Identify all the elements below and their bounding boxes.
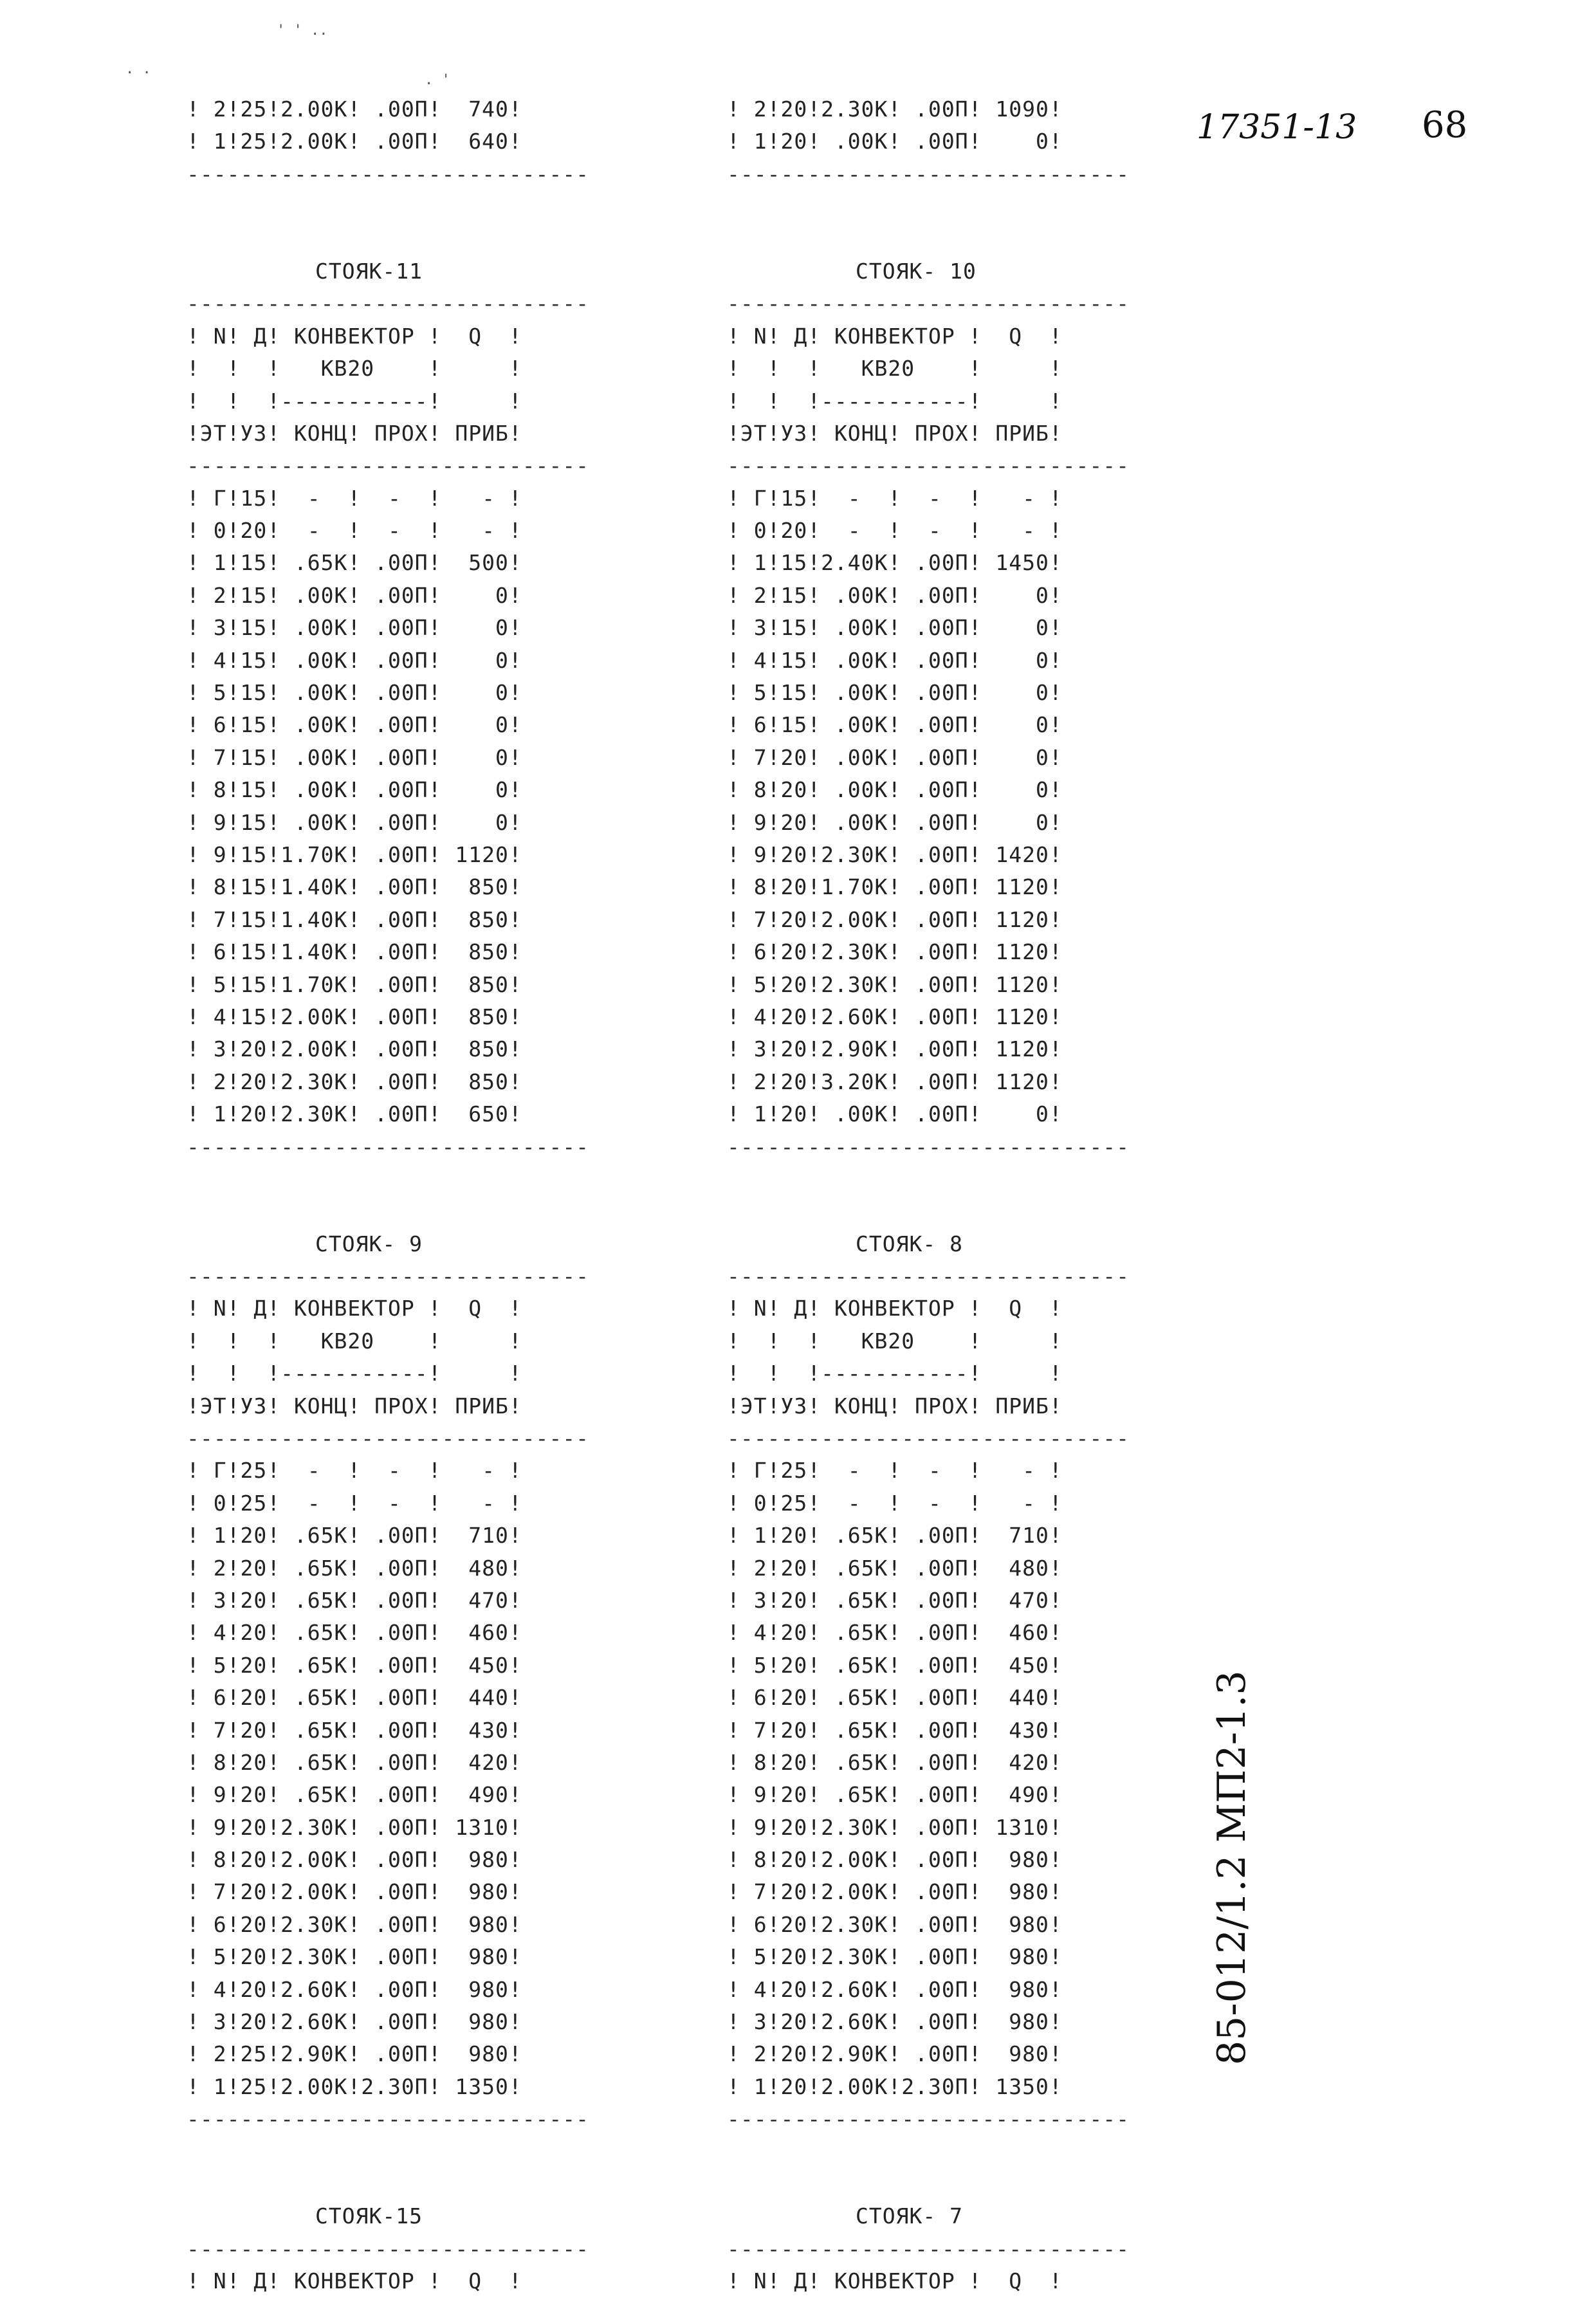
table-row: ! 9!20! .65К! .00П! 490! bbox=[727, 1782, 1063, 1808]
separator-line: ------------------------------ bbox=[187, 291, 590, 317]
table-row: ! 7!20! .65К! .00П! 430! bbox=[187, 1717, 522, 1743]
spacer bbox=[187, 2168, 589, 2200]
table-row: ! 1!20!2.00К!2.30П! 1350! bbox=[727, 2073, 1063, 2099]
table-row: ! 8!15!1.40К! .00П! 850! bbox=[187, 874, 522, 900]
table-row: ! 3!15! .00К! .00П! 0! bbox=[187, 615, 522, 641]
table-row: ! 1!20! .65К! .00П! 710! bbox=[187, 1523, 522, 1549]
table-header-row: !ЭТ!УЗ! КОНЦ! ПРОХ! ПРИБ! bbox=[727, 420, 1063, 446]
separator-line: ------------------------------ bbox=[727, 453, 1130, 479]
table-row: ! 5!15!1.70К! .00П! 850! bbox=[187, 971, 522, 997]
table-row: ! 2!20! .65К! .00П! 480! bbox=[727, 1555, 1063, 1581]
table-row: ! 8!20!1.70К! .00П! 1120! bbox=[727, 874, 1063, 900]
table-header-row: ! ! !-----------! ! bbox=[187, 388, 522, 414]
table-row: ! 7!15! .00К! .00П! 0! bbox=[187, 744, 522, 770]
table-row: ! 1!20! .00К! .00П! 0! bbox=[727, 1101, 1063, 1127]
table-row: ! 3!20!2.60К! .00П! 980! bbox=[187, 2009, 522, 2035]
document-code: 17351-13 bbox=[1197, 108, 1357, 147]
table-row: ! 1!20! .65К! .00П! 710! bbox=[727, 1523, 1063, 1549]
table-row: ! 2!20!2.30К! .00П! 1090! bbox=[727, 97, 1063, 122]
separator-line: ------------------------------ bbox=[187, 453, 590, 479]
table-row: ! 9!20!2.30К! .00П! 1310! bbox=[187, 1814, 522, 1840]
table-row: ! 0!20! - ! - ! - ! bbox=[727, 518, 1063, 544]
table-row: ! 5!20! .65К! .00П! 450! bbox=[727, 1652, 1063, 1678]
right-printout-column bbox=[727, 93, 1130, 2298]
separator-line: ------------------------------ bbox=[727, 161, 1130, 187]
table-row: ! 8!20!2.00К! .00П! 980! bbox=[187, 1847, 522, 1873]
table-row: ! 3!20!2.00К! .00П! 850! bbox=[187, 1036, 522, 1062]
table-header-row: ! N! Д! КОНВЕКТОР ! Q ! bbox=[727, 323, 1063, 349]
table-row: ! 1!25!2.00К!2.30П! 1350! bbox=[187, 2073, 522, 2099]
table-header-row: ! ! !-----------! ! bbox=[727, 388, 1063, 414]
table-row: ! 9!20! .00К! .00П! 0! bbox=[727, 809, 1063, 835]
separator-line: ------------------------------ bbox=[187, 2236, 590, 2261]
spacer bbox=[187, 2136, 589, 2168]
table-row: ! 7!20! .00К! .00П! 0! bbox=[727, 744, 1063, 770]
table-row: ! 4!20!2.60К! .00П! 1120! bbox=[727, 1004, 1063, 1029]
table-row: ! 9!20!2.30К! .00П! 1310! bbox=[727, 1814, 1063, 1840]
page-number: 68 bbox=[1422, 104, 1468, 146]
scan-noise: . ' bbox=[425, 72, 450, 88]
table-row: ! 2!25!2.00К! .00П! 740! bbox=[187, 97, 522, 122]
table-row: ! 2!15! .00К! .00П! 0! bbox=[187, 582, 522, 608]
table-row: ! 4!15! .00К! .00П! 0! bbox=[187, 647, 522, 673]
table-row: ! 2!20!3.20К! .00П! 1120! bbox=[727, 1069, 1063, 1094]
table-row: ! 6!15! .00К! .00П! 0! bbox=[187, 712, 522, 738]
table-row: ! 4!15! .00К! .00П! 0! bbox=[727, 647, 1063, 673]
table-header-row: ! ! !-----------! ! bbox=[187, 1361, 522, 1386]
riser-title: СТОЯК- 7 bbox=[856, 2203, 963, 2229]
table-row: ! 3!20! .65К! .00П! 470! bbox=[727, 1587, 1063, 1613]
spacer bbox=[187, 1195, 589, 1227]
table-row: ! 4!15!2.00К! .00П! 850! bbox=[187, 1004, 522, 1029]
table-header-row: ! N! Д! КОНВЕКТОР ! Q ! bbox=[187, 2268, 522, 2294]
spacer bbox=[187, 190, 589, 223]
table-row: ! 4!20! .65К! .00П! 460! bbox=[727, 1620, 1063, 1646]
table-header-row: !ЭТ!УЗ! КОНЦ! ПРОХ! ПРИБ! bbox=[727, 1393, 1063, 1419]
table-row: ! 8!20! .65К! .00П! 420! bbox=[727, 1749, 1063, 1775]
table-row: ! 1!25!2.00К! .00П! 640! bbox=[187, 129, 522, 154]
spacer bbox=[187, 223, 589, 255]
table-header-row: ! N! Д! КОНВЕКТОР ! Q ! bbox=[187, 1296, 522, 1321]
table-row: ! 3!15! .00К! .00П! 0! bbox=[727, 615, 1063, 641]
table-row: ! 9!15! .00К! .00П! 0! bbox=[187, 809, 522, 835]
table-row: ! 6!20!2.30К! .00П! 980! bbox=[187, 1911, 522, 1937]
table-row: ! 9!20!2.30К! .00П! 1420! bbox=[727, 841, 1063, 867]
table-row: ! 7!15!1.40К! .00П! 850! bbox=[187, 906, 522, 932]
table-row: ! 0!25! - ! - ! - ! bbox=[727, 1490, 1063, 1516]
table-row: ! 0!20! - ! - ! - ! bbox=[187, 518, 522, 544]
spacer bbox=[187, 1163, 589, 1195]
table-row: ! 6!15!1.40К! .00П! 850! bbox=[187, 939, 522, 965]
table-row: ! 6!20! .65К! .00П! 440! bbox=[187, 1685, 522, 1711]
table-row: ! 1!20! .00К! .00П! 0! bbox=[727, 129, 1063, 154]
table-row: ! 5!20!2.30К! .00П! 980! bbox=[187, 1944, 522, 1970]
table-row: ! 8!20! .00К! .00П! 0! bbox=[727, 777, 1063, 803]
table-row: ! 3!20! .65К! .00П! 470! bbox=[187, 1587, 522, 1613]
vertical-stamp: 85-012/1.2 МП2-1.3 bbox=[1209, 1670, 1254, 2065]
table-row: ! 5!15! .00К! .00П! 0! bbox=[187, 680, 522, 706]
table-row: ! 7!20!2.00К! .00П! 1120! bbox=[727, 906, 1063, 932]
spacer bbox=[727, 1195, 1130, 1227]
table-row: ! 9!15!1.70К! .00П! 1120! bbox=[187, 841, 522, 867]
table-row: ! 1!15!2.40К! .00П! 1450! bbox=[727, 550, 1063, 576]
separator-line: ------------------------------ bbox=[727, 1426, 1130, 1451]
table-row: ! 5!20! .65К! .00П! 450! bbox=[187, 1652, 522, 1678]
table-row: ! 6!20!2.30К! .00П! 1120! bbox=[727, 939, 1063, 965]
separator-line: ------------------------------ bbox=[727, 2236, 1130, 2261]
table-row: ! Г!15! - ! - ! - ! bbox=[727, 485, 1063, 511]
table-row: ! 6!15! .00К! .00П! 0! bbox=[727, 712, 1063, 738]
table-header-row: ! ! ! КВ20 ! ! bbox=[187, 1328, 522, 1354]
left-printout-column bbox=[187, 93, 589, 2298]
table-header-row: ! N! Д! КОНВЕКТОР ! Q ! bbox=[187, 323, 522, 349]
table-row: ! 0!25! - ! - ! - ! bbox=[187, 1490, 522, 1516]
table-row: ! 4!20!2.60К! .00П! 980! bbox=[727, 1976, 1063, 2002]
separator-line: ------------------------------ bbox=[187, 1264, 590, 1289]
spacer bbox=[727, 190, 1130, 223]
table-row: ! 7!20! .65К! .00П! 430! bbox=[727, 1717, 1063, 1743]
table-row: ! Г!25! - ! - ! - ! bbox=[187, 1458, 522, 1484]
table-header-row: !ЭТ!УЗ! КОНЦ! ПРОХ! ПРИБ! bbox=[187, 420, 522, 446]
table-row: ! 3!20!2.60К! .00П! 980! bbox=[727, 2009, 1063, 2035]
table-row: ! 2!20!2.30К! .00П! 850! bbox=[187, 1069, 522, 1094]
table-header-row: !ЭТ!УЗ! КОНЦ! ПРОХ! ПРИБ! bbox=[187, 1393, 522, 1419]
separator-line: ------------------------------ bbox=[727, 1134, 1130, 1159]
table-row: ! 3!20!2.90К! .00П! 1120! bbox=[727, 1036, 1063, 1062]
table-row: ! Г!15! - ! - ! - ! bbox=[187, 485, 522, 511]
table-row: ! 1!15! .65К! .00П! 500! bbox=[187, 550, 522, 576]
table-header-row: ! N! Д! КОНВЕКТОР ! Q ! bbox=[727, 1296, 1063, 1321]
spacer bbox=[727, 223, 1130, 255]
table-header-row: ! ! ! КВ20 ! ! bbox=[727, 1328, 1063, 1354]
table-row: ! 7!20!2.00К! .00П! 980! bbox=[187, 1879, 522, 1905]
separator-line: ------------------------------ bbox=[727, 291, 1130, 317]
table-header-row: ! ! !-----------! ! bbox=[727, 1361, 1063, 1386]
riser-title: СТОЯК- 10 bbox=[856, 258, 977, 284]
table-row: ! 2!20!2.90К! .00П! 980! bbox=[727, 2041, 1063, 2067]
table-row: ! 8!15! .00К! .00П! 0! bbox=[187, 777, 522, 803]
separator-line: ------------------------------ bbox=[187, 161, 590, 187]
table-row: ! 4!20! .65К! .00П! 460! bbox=[187, 1620, 522, 1646]
separator-line: ------------------------------ bbox=[187, 2106, 590, 2132]
riser-title: СТОЯК- 8 bbox=[856, 1231, 963, 1256]
separator-line: ------------------------------ bbox=[187, 1426, 590, 1451]
table-header-row: ! ! ! КВ20 ! ! bbox=[187, 356, 522, 381]
table-row: ! Г!25! - ! - ! - ! bbox=[727, 1458, 1063, 1484]
scan-noise: . . bbox=[125, 61, 151, 77]
riser-title: СТОЯК-15 bbox=[315, 2203, 423, 2229]
spacer bbox=[727, 1163, 1130, 1195]
table-row: ! 8!20! .65К! .00П! 420! bbox=[187, 1749, 522, 1775]
table-row: ! 4!20!2.60К! .00П! 980! bbox=[187, 1976, 522, 2002]
table-row: ! 1!20!2.30К! .00П! 650! bbox=[187, 1101, 522, 1127]
table-row: ! 6!20!2.30К! .00П! 980! bbox=[727, 1911, 1063, 1937]
table-row: ! 7!20!2.00К! .00П! 980! bbox=[727, 1879, 1063, 1905]
table-header-row: ! ! ! КВ20 ! ! bbox=[727, 356, 1063, 381]
spacer bbox=[727, 2168, 1130, 2200]
separator-line: ------------------------------ bbox=[727, 1264, 1130, 1289]
separator-line: ------------------------------ bbox=[187, 1134, 590, 1159]
table-row: ! 6!20! .65К! .00П! 440! bbox=[727, 1685, 1063, 1711]
table-row: ! 2!20! .65К! .00П! 480! bbox=[187, 1555, 522, 1581]
table-row: ! 8!20!2.00К! .00П! 980! bbox=[727, 1847, 1063, 1873]
table-row: ! 5!15! .00К! .00П! 0! bbox=[727, 680, 1063, 706]
riser-title: СТОЯК-11 bbox=[315, 258, 423, 284]
riser-title: СТОЯК- 9 bbox=[315, 1231, 423, 1256]
table-row: ! 2!15! .00К! .00П! 0! bbox=[727, 582, 1063, 608]
scan-noise: ' ' .. bbox=[277, 23, 328, 39]
table-row: ! 5!20!2.30К! .00П! 1120! bbox=[727, 971, 1063, 997]
spacer bbox=[727, 2136, 1130, 2168]
table-row: ! 2!25!2.90К! .00П! 980! bbox=[187, 2041, 522, 2067]
table-row: ! 9!20! .65К! .00П! 490! bbox=[187, 1782, 522, 1808]
table-header-row: ! N! Д! КОНВЕКТОР ! Q ! bbox=[727, 2268, 1063, 2294]
separator-line: ------------------------------ bbox=[727, 2106, 1130, 2132]
table-row: ! 5!20!2.30К! .00П! 980! bbox=[727, 1944, 1063, 1970]
